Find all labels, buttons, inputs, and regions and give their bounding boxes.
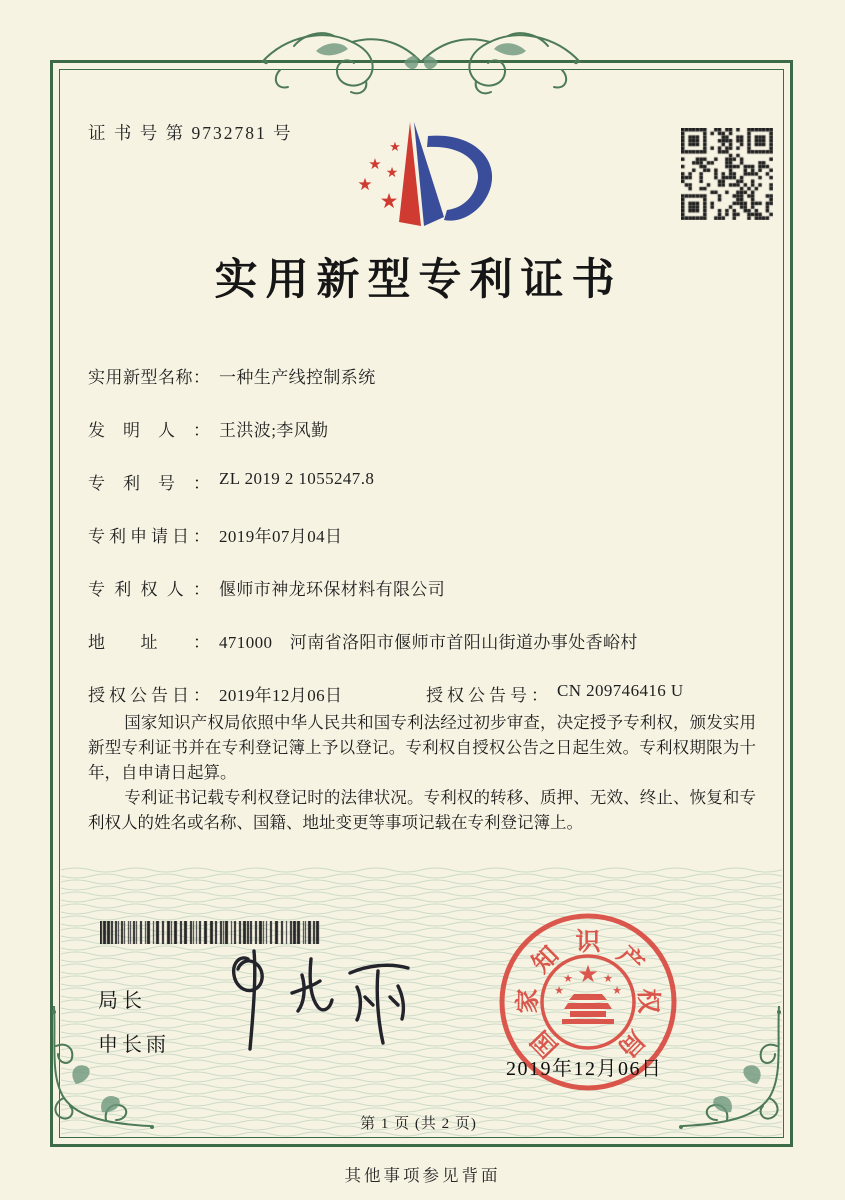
barcode [100,921,322,944]
director-signature [210,945,425,1060]
svg-text:★: ★ [385,165,399,181]
field-value: 偃师市神龙环保材料有限公司 [219,580,446,599]
certificate-number: 证 书 号 第 9732781 号 [88,123,293,143]
field-address [88,617,760,670]
field-utility-model-name [88,352,760,405]
svg-text:★: ★ [554,984,564,997]
field-value: CN 209746416 U [557,681,684,700]
svg-text:★: ★ [603,972,613,985]
field-value: 一种生产线控制系统 [219,368,376,387]
svg-text:国: 国 [526,1024,564,1062]
field-label: 授权公告号： [426,686,548,705]
field-value: ZL 2019 2 1055247.8 [219,469,375,488]
field-label: 专利申请日： [88,527,210,546]
field-value: 2019年12月06日 [219,686,343,705]
cnipa-logo-icon [348,114,500,240]
svg-text:★: ★ [563,972,573,985]
field-inventor [88,405,760,458]
svg-text:知: 知 [527,941,565,979]
field-patentee [88,564,760,617]
field-label: 专利权人： [88,580,210,599]
field-list [88,352,760,723]
svg-text:★: ★ [577,960,599,988]
legal-paragraph-2: 专利证书记载专利权登记时的法律状况。专利权的转移、质押、无效、终止、恢复和专利权人的姓名或名称、国籍、地址变更等事项记载在专利登记簿上。 [88,788,756,832]
svg-text:局: 局 [612,1024,650,1062]
qr-code [681,128,773,220]
field-value: 2019年07月04日 [219,527,343,546]
field-label: 授权公告日： [88,686,210,705]
svg-text:识: 识 [575,929,601,956]
svg-text:家: 家 [514,988,543,1014]
field-filing-date [88,511,760,564]
national-emblem-icon [542,956,634,1048]
officer-name: 申长雨 [98,1034,170,1056]
field-value: 471000 河南省洛阳市偃师市首阳山街道办事处香峪村 [219,633,638,652]
svg-text:★: ★ [379,189,399,213]
field-patent-number [88,458,760,511]
svg-text:权: 权 [633,988,662,1014]
field-label: 发明人： [88,421,210,440]
svg-text:产: 产 [611,941,649,979]
field-label: 实用新型名称： [88,368,210,387]
certificate-title: 实用新型专利证书 [214,257,623,304]
svg-text:★: ★ [389,140,401,155]
legal-paragraph-1: 国家知识产权局依照中华人民共和国专利法经过初步审查，决定授予专利权，颁发实用新型专利证书并在专利登记簿上予以登记。专利权自授权公告之日起生效。专利权期限为十年，自申请日起算。 [88,713,756,782]
svg-text:★: ★ [357,175,373,195]
field-label: 专利号： [88,474,210,493]
officer-title: 局长 [98,990,146,1012]
page-number: 第 1 页 (共 2 页) [360,1116,477,1132]
dragon-ornament-icon [258,18,584,106]
logo-stars-icon [357,140,400,213]
legal-text [88,710,756,835]
svg-text:★: ★ [368,155,382,173]
field-label: 地址： [88,633,210,652]
field-value: 王洪波;李风勤 [219,421,329,440]
back-side-note: 其他事项参见背面 [344,1166,501,1185]
seal-date: 2019年12月06日 [506,1058,663,1080]
field-grant-number [426,681,684,706]
svg-text:★: ★ [612,984,622,997]
